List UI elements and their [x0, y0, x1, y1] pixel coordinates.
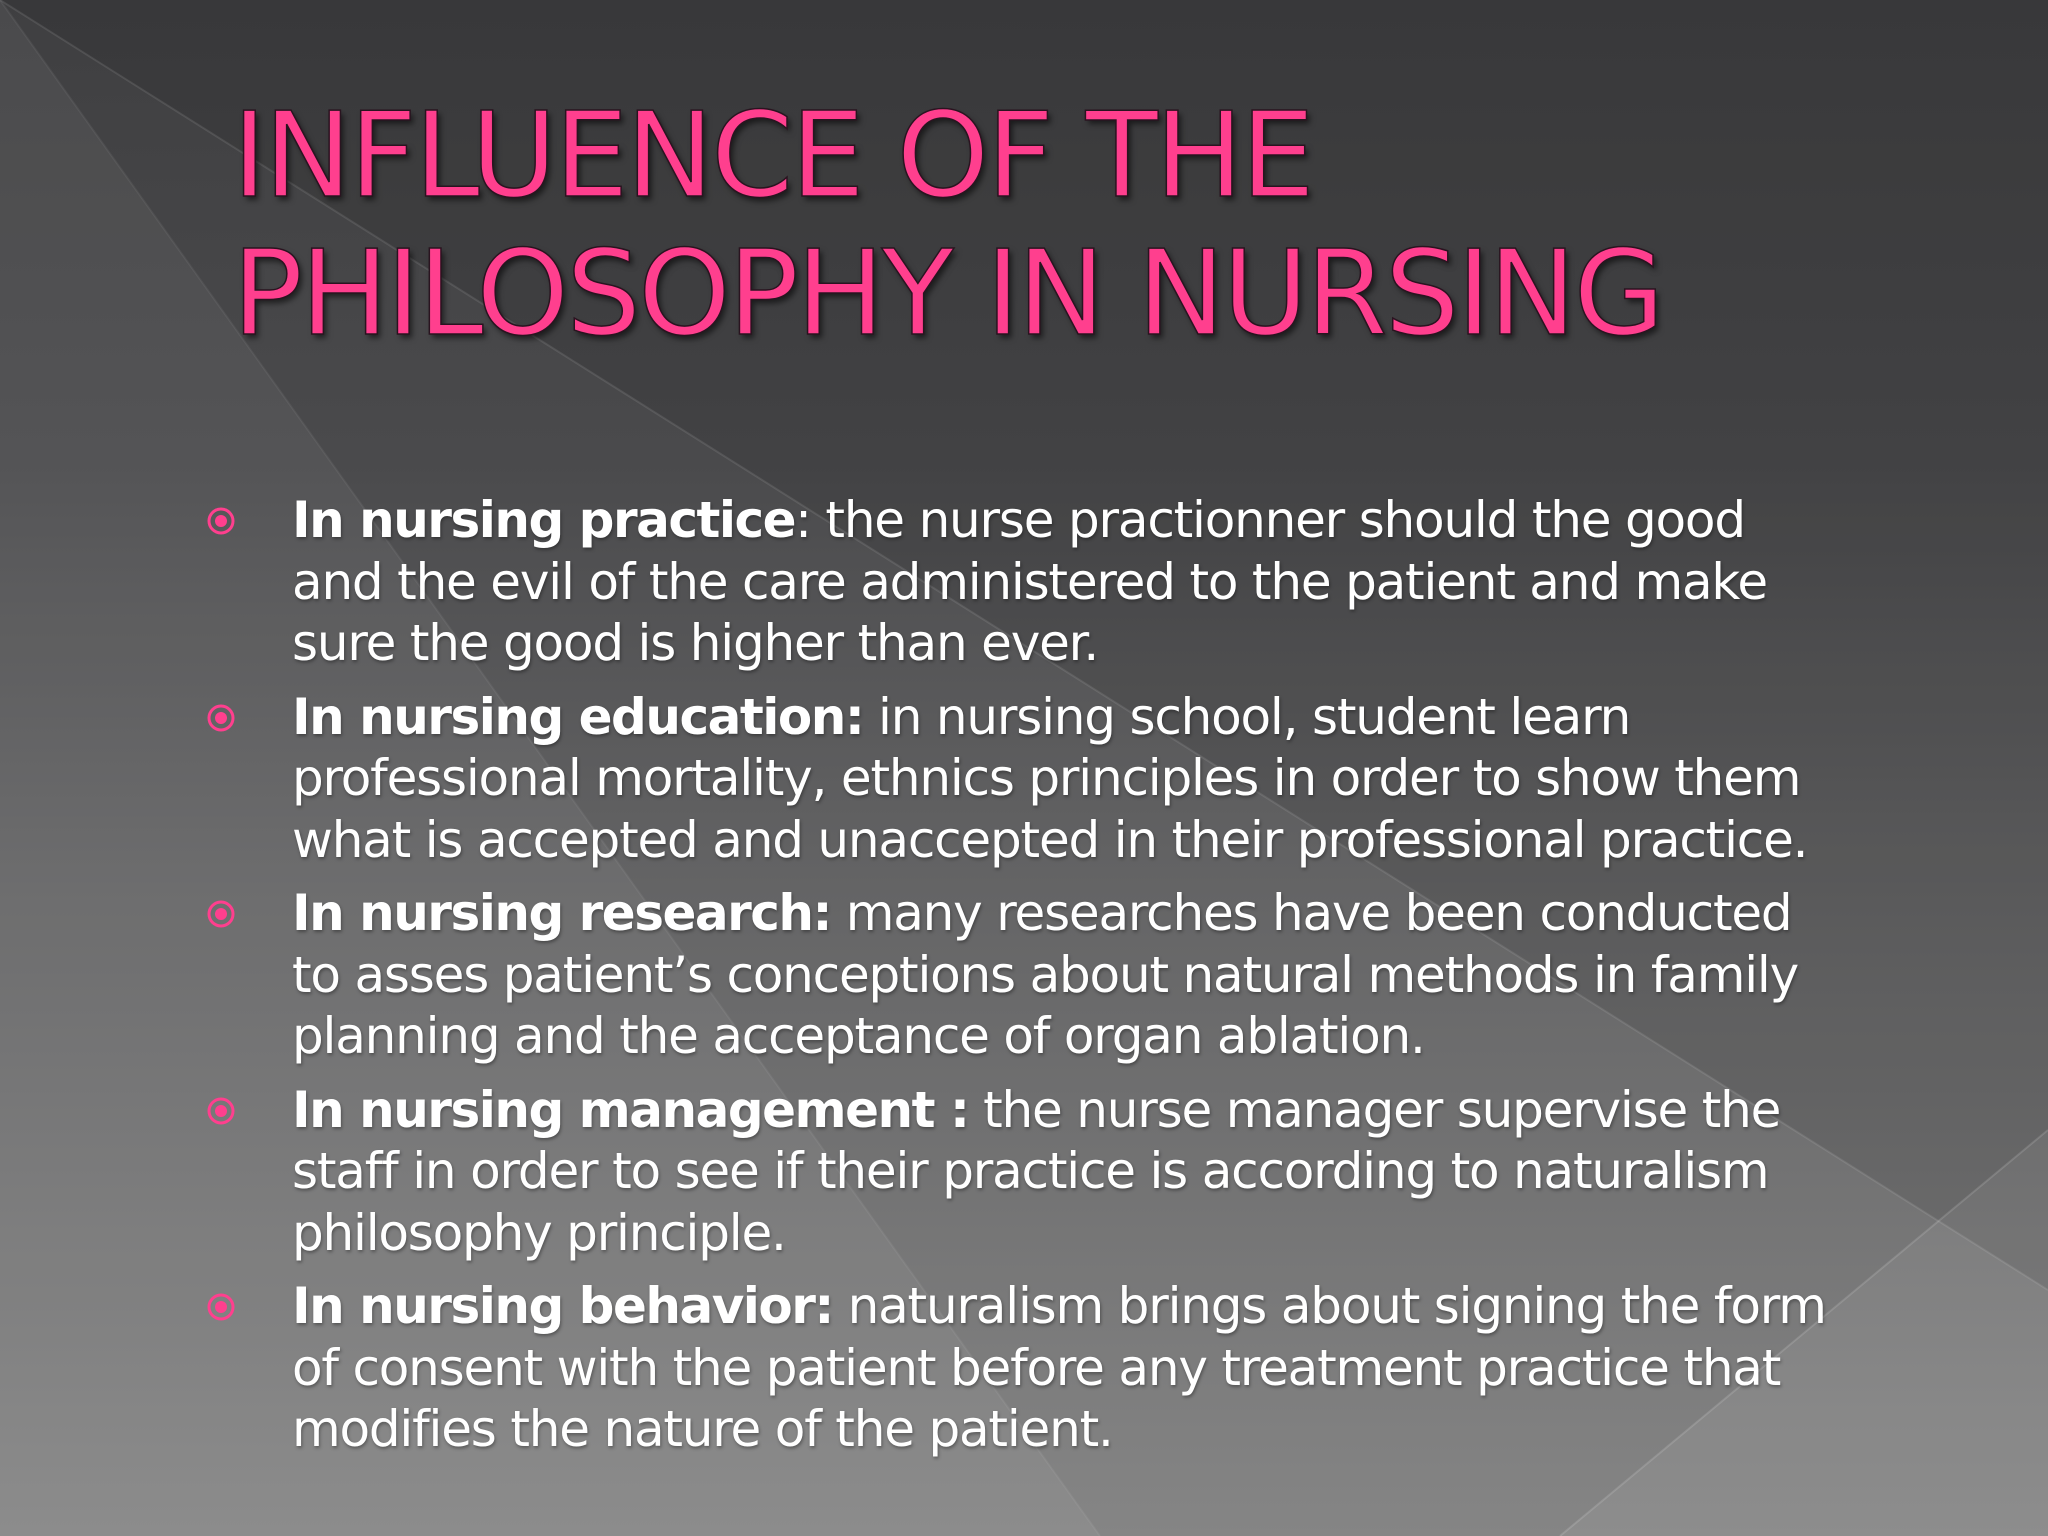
bullet-nursing-practice [206, 490, 1826, 675]
bullet-text: many researches have been conducted to asses patient’s conceptions about natural methods in family planning and the acceptance of organ ablation. [292, 884, 1798, 1065]
title-line-1: INFLUENCE OF THE [232, 86, 1313, 224]
target-circle-icon [206, 703, 236, 733]
bullet-text: in nursing school, student learn professional mortality, ethnics principles in order to show them what is accepted and unaccepted in their professional practice. [292, 687, 1808, 869]
bullet-term: In nursing practice [292, 491, 796, 549]
title-line-2: PHILOSOPHY IN NURSING [232, 224, 1662, 362]
target-circle-icon [206, 1292, 236, 1322]
target-circle-icon [206, 899, 236, 929]
slide-title [232, 86, 1932, 362]
bullet-nursing-education [206, 687, 1826, 872]
bullet-nursing-research [206, 883, 1826, 1068]
target-circle-icon [206, 506, 236, 536]
bullet-list [206, 490, 1826, 1473]
bullet-term: In nursing education: [292, 687, 864, 746]
target-circle-icon [206, 1096, 236, 1126]
bullet-text: the nurse manager supervise the staff in order to see if their practice is according to naturalism philosophy principle. [292, 1080, 1781, 1262]
bullet-text: naturalism brings about signing the form of consent with the patient before any treatment practice that modifies the nature of the patient. [292, 1277, 1826, 1458]
bullet-term: In nursing behavior: [292, 1277, 833, 1335]
bullet-nursing-behavior [206, 1276, 1826, 1461]
bullet-nursing-management [206, 1080, 1826, 1265]
bullet-term: In nursing research: [292, 884, 832, 942]
bullet-text: : the nurse practionner should the good and the evil of the care administered to the patient and make sure the good is higher than ever. [292, 491, 1767, 672]
bullet-term: In nursing management : [292, 1080, 969, 1139]
